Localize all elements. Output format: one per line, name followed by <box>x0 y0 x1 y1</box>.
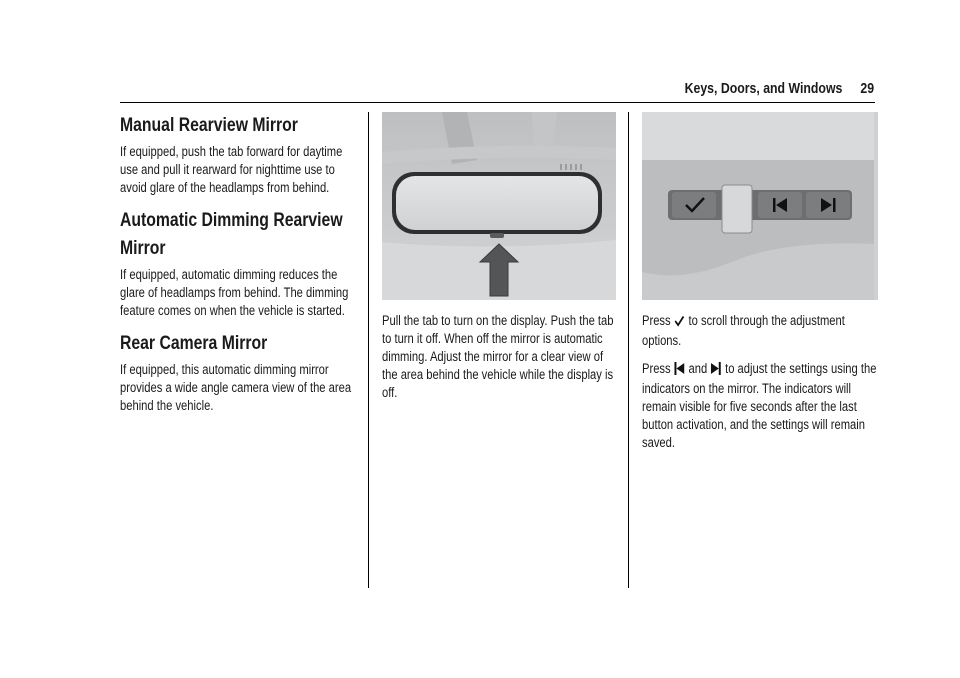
body-text: If equipped, push the tab forward for daytime use and pull it rearward for nighttime use to avoid glare of the headlamps from behind. <box>120 144 343 195</box>
mirror-illustration <box>382 112 616 300</box>
section-heading: Automatic Dimming Rearview Mirror <box>120 210 343 259</box>
skip-forward-icon <box>711 362 721 380</box>
column-divider <box>628 112 629 588</box>
section-heading: Manual Rearview Mirror <box>120 115 298 136</box>
column-divider <box>368 112 369 588</box>
body-text: Press and to adjust the settings using the indicators on the mirror. The indicators will remain visible for five seconds after the last button activation, and the settings will remain saved. <box>642 361 877 450</box>
page-number: 29 <box>860 80 874 97</box>
body-text: If equipped, this automatic dimming mirror provides a wide angle camera view of the area behind the vehicle. <box>120 362 352 413</box>
mirror-buttons-illustration <box>642 112 878 300</box>
skip-back-icon <box>675 362 685 380</box>
header-rule <box>120 102 875 103</box>
section-heading: Rear Camera Mirror <box>120 333 268 354</box>
column-right <box>642 112 878 462</box>
column-middle <box>382 112 616 412</box>
column-left <box>120 112 356 425</box>
body-text: If equipped, automatic dimming reduces the glare of headlamps from behind. The dimming feature comes on when the vehicle is started. <box>120 267 349 318</box>
body-text: Press to scroll through the adjustment options. <box>642 313 845 348</box>
page-header <box>685 80 874 97</box>
body-text: Pull the tab to turn on the display. Push the tab to turn it off. When off the mirror is automatic dimming. Adjust the mirror for a clear view of the area behind the vehicle while the display is off. <box>382 313 614 400</box>
section-title: Keys, Doors, and Windows <box>684 80 843 97</box>
check-icon <box>675 314 685 332</box>
